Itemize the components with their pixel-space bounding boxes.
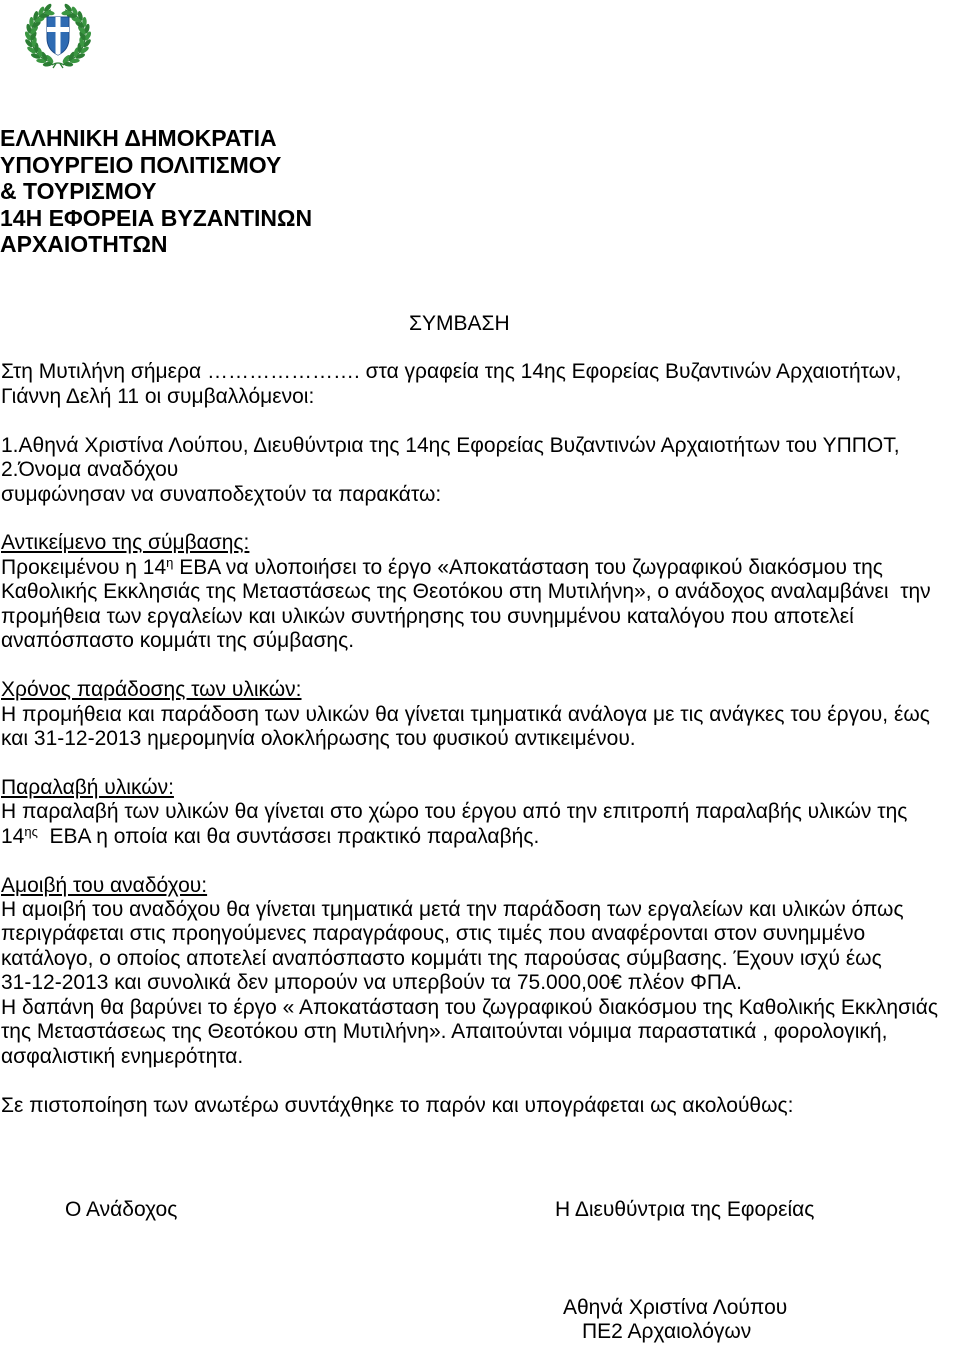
payment-line: Η αμοιβή του αναδόχου θα γίνεται τμηματικά μετά την παράδοση των εργαλείων και υλικών όπως: [1, 898, 904, 921]
shield: [46, 16, 70, 56]
header-line: 14Η ΕΦΟΡΕΙΑ ΒΥΖΑΝΤΙΝΩΝ: [0, 204, 313, 231]
subject-line: προμήθεια των εργαλείων και υλικών συντήρησης του συνημμένου καταλόγου που αποτελεί: [1, 604, 854, 628]
receipt-line: Η παραλαβή των υλικών θα γίνεται στο χώρο του έργου από την επιτροπή παραλαβής υλικών της: [1, 800, 908, 824]
ordinal-superscript: η: [166, 554, 174, 570]
party-line: συμφώνησαν να συναποδεχτούν τα παρακάτω:: [1, 482, 442, 506]
subject-line: [1, 556, 960, 580]
director-name: Αθηνά Χριστίνα Λούπου: [563, 1295, 788, 1319]
header-line: & ΤΟΥΡΙΣΜΟΥ: [0, 178, 157, 204]
subject-text: ΕΒΑ να υλοποιήσει το έργο «Αποκατάσταση του ζωγραφικού διακόσμου της: [173, 555, 883, 579]
document-title: ΣΥΜΒΑΣΗ: [409, 311, 510, 335]
ribbon-knot: [52, 63, 64, 68]
receipt-text: 14: [1, 824, 25, 848]
receipt-heading: Παραλαβή υλικών:: [1, 775, 174, 799]
payment-line: κατάλογο, ο οποίος αποτελεί αναπόσπαστο κομμάτι της παρούσας σύμβασης. Έχουν ισχύ έως: [1, 946, 882, 970]
director-signature-label: Η Διευθύντρια της Εφορείας: [555, 1197, 815, 1221]
receipt-line: [1, 825, 960, 849]
delivery-time-line: Η προμήθεια και παράδοση των υλικών θα γίνεται τμηματικά ανάλογα με τις ανάγκες του έργου, έως: [1, 702, 930, 726]
subject-line: Καθολικής Εκκλησιάς της Μεταστάσεως της Θεοτόκου στη Μυτιλήνη», ο ανάδοχος αναλαμβάνει την: [1, 580, 931, 604]
issuing-authority-header: [0, 125, 312, 258]
delivery-time-line: και 31-12-2013 ημερομηνία ολοκλήρωσης του φυσικού αντικειμένου.: [1, 726, 636, 750]
payment-line: 31-12-2013 και συνολικά δεν μπορούν να υπερβούν τα 75.000,00€ πλέον ΦΠΑ.: [1, 971, 742, 995]
intro-line: Στη Μυτιλήνη σήμερα …………………. στα γραφεία της 14ης Εφορείας Βυζαντινών Αρχαιοτήτων,: [1, 360, 902, 384]
delivery-time-heading: Χρόνος παράδοσης των υλικών:: [1, 678, 302, 702]
header-line: ΥΠΟΥΡΓΕΙΟ ΠΟΛΙΤΙΣΜΟΥ: [0, 151, 282, 178]
header-line: ΑΡΧΑΙΟΤΗΤΩΝ: [0, 231, 168, 257]
cross-vertical-bar: [56, 16, 61, 56]
closing-statement: Σε πιστοποίηση των ανωτέρω συντάχθηκε το παρόν και υπογράφεται ως ακολούθως:: [1, 1093, 794, 1117]
payment-line: περιγράφεται στις προηγούμενες παραγράφους, στις τιμές που αναφέρονται στον συνημμένο: [1, 922, 866, 946]
party-line: 1.Αθηνά Χριστίνα Λούπου, Διευθύντρια της 14ης Εφορείας Βυζαντινών Αρχαιοτήτων του ΥΠΠΟΤ,: [1, 433, 900, 457]
contract-body: [1, 312, 960, 1118]
ordinal-superscript: ης: [24, 823, 38, 839]
contractor-signature-label: Ο Ανάδοχος: [65, 1197, 178, 1221]
receipt-text: ΕΒΑ η οποία και θα συντάσσει πρακτικό παραλαβής.: [37, 824, 540, 848]
greek-coat-of-arms-icon: [23, 2, 93, 70]
payment-heading: Αμοιβή του αναδόχου:: [1, 873, 208, 897]
payment-line: ασφαλιστική ενημερότητα.: [1, 1044, 244, 1068]
party-line: 2.Όνομα αναδόχου: [1, 458, 179, 482]
subject-text: Προκειμένου η 14: [1, 555, 167, 579]
cross-horizontal-bar: [46, 27, 70, 32]
payment-line: της Μεταστάσεως της Θεοτόκου στη Μυτιλήνη». Απαιτούνται νόμιμα παραστατικά , φορολογική,: [1, 1020, 888, 1044]
subject-line: αναπόσπαστο κομμάτι της σύμβασης.: [1, 629, 355, 653]
payment-line: Η δαπάνη θα βαρύνει το έργο « Αποκατάσταση του ζωγραφικού διακόσμου της Καθολικής Εκκλησιάς: [1, 995, 938, 1019]
subject-heading: Αντικείμενο της σύμβασης:: [1, 531, 250, 555]
header-line: ΕΛΛΗΝΙΚΗ ΔΗΜΟΚΡΑΤΙΑ: [0, 125, 277, 151]
intro-line: Γιάννη Δελή 11 οι συμβαλλόμενοι:: [1, 384, 315, 408]
director-title: ΠΕ2 Αρχαιολόγων: [582, 1320, 752, 1343]
